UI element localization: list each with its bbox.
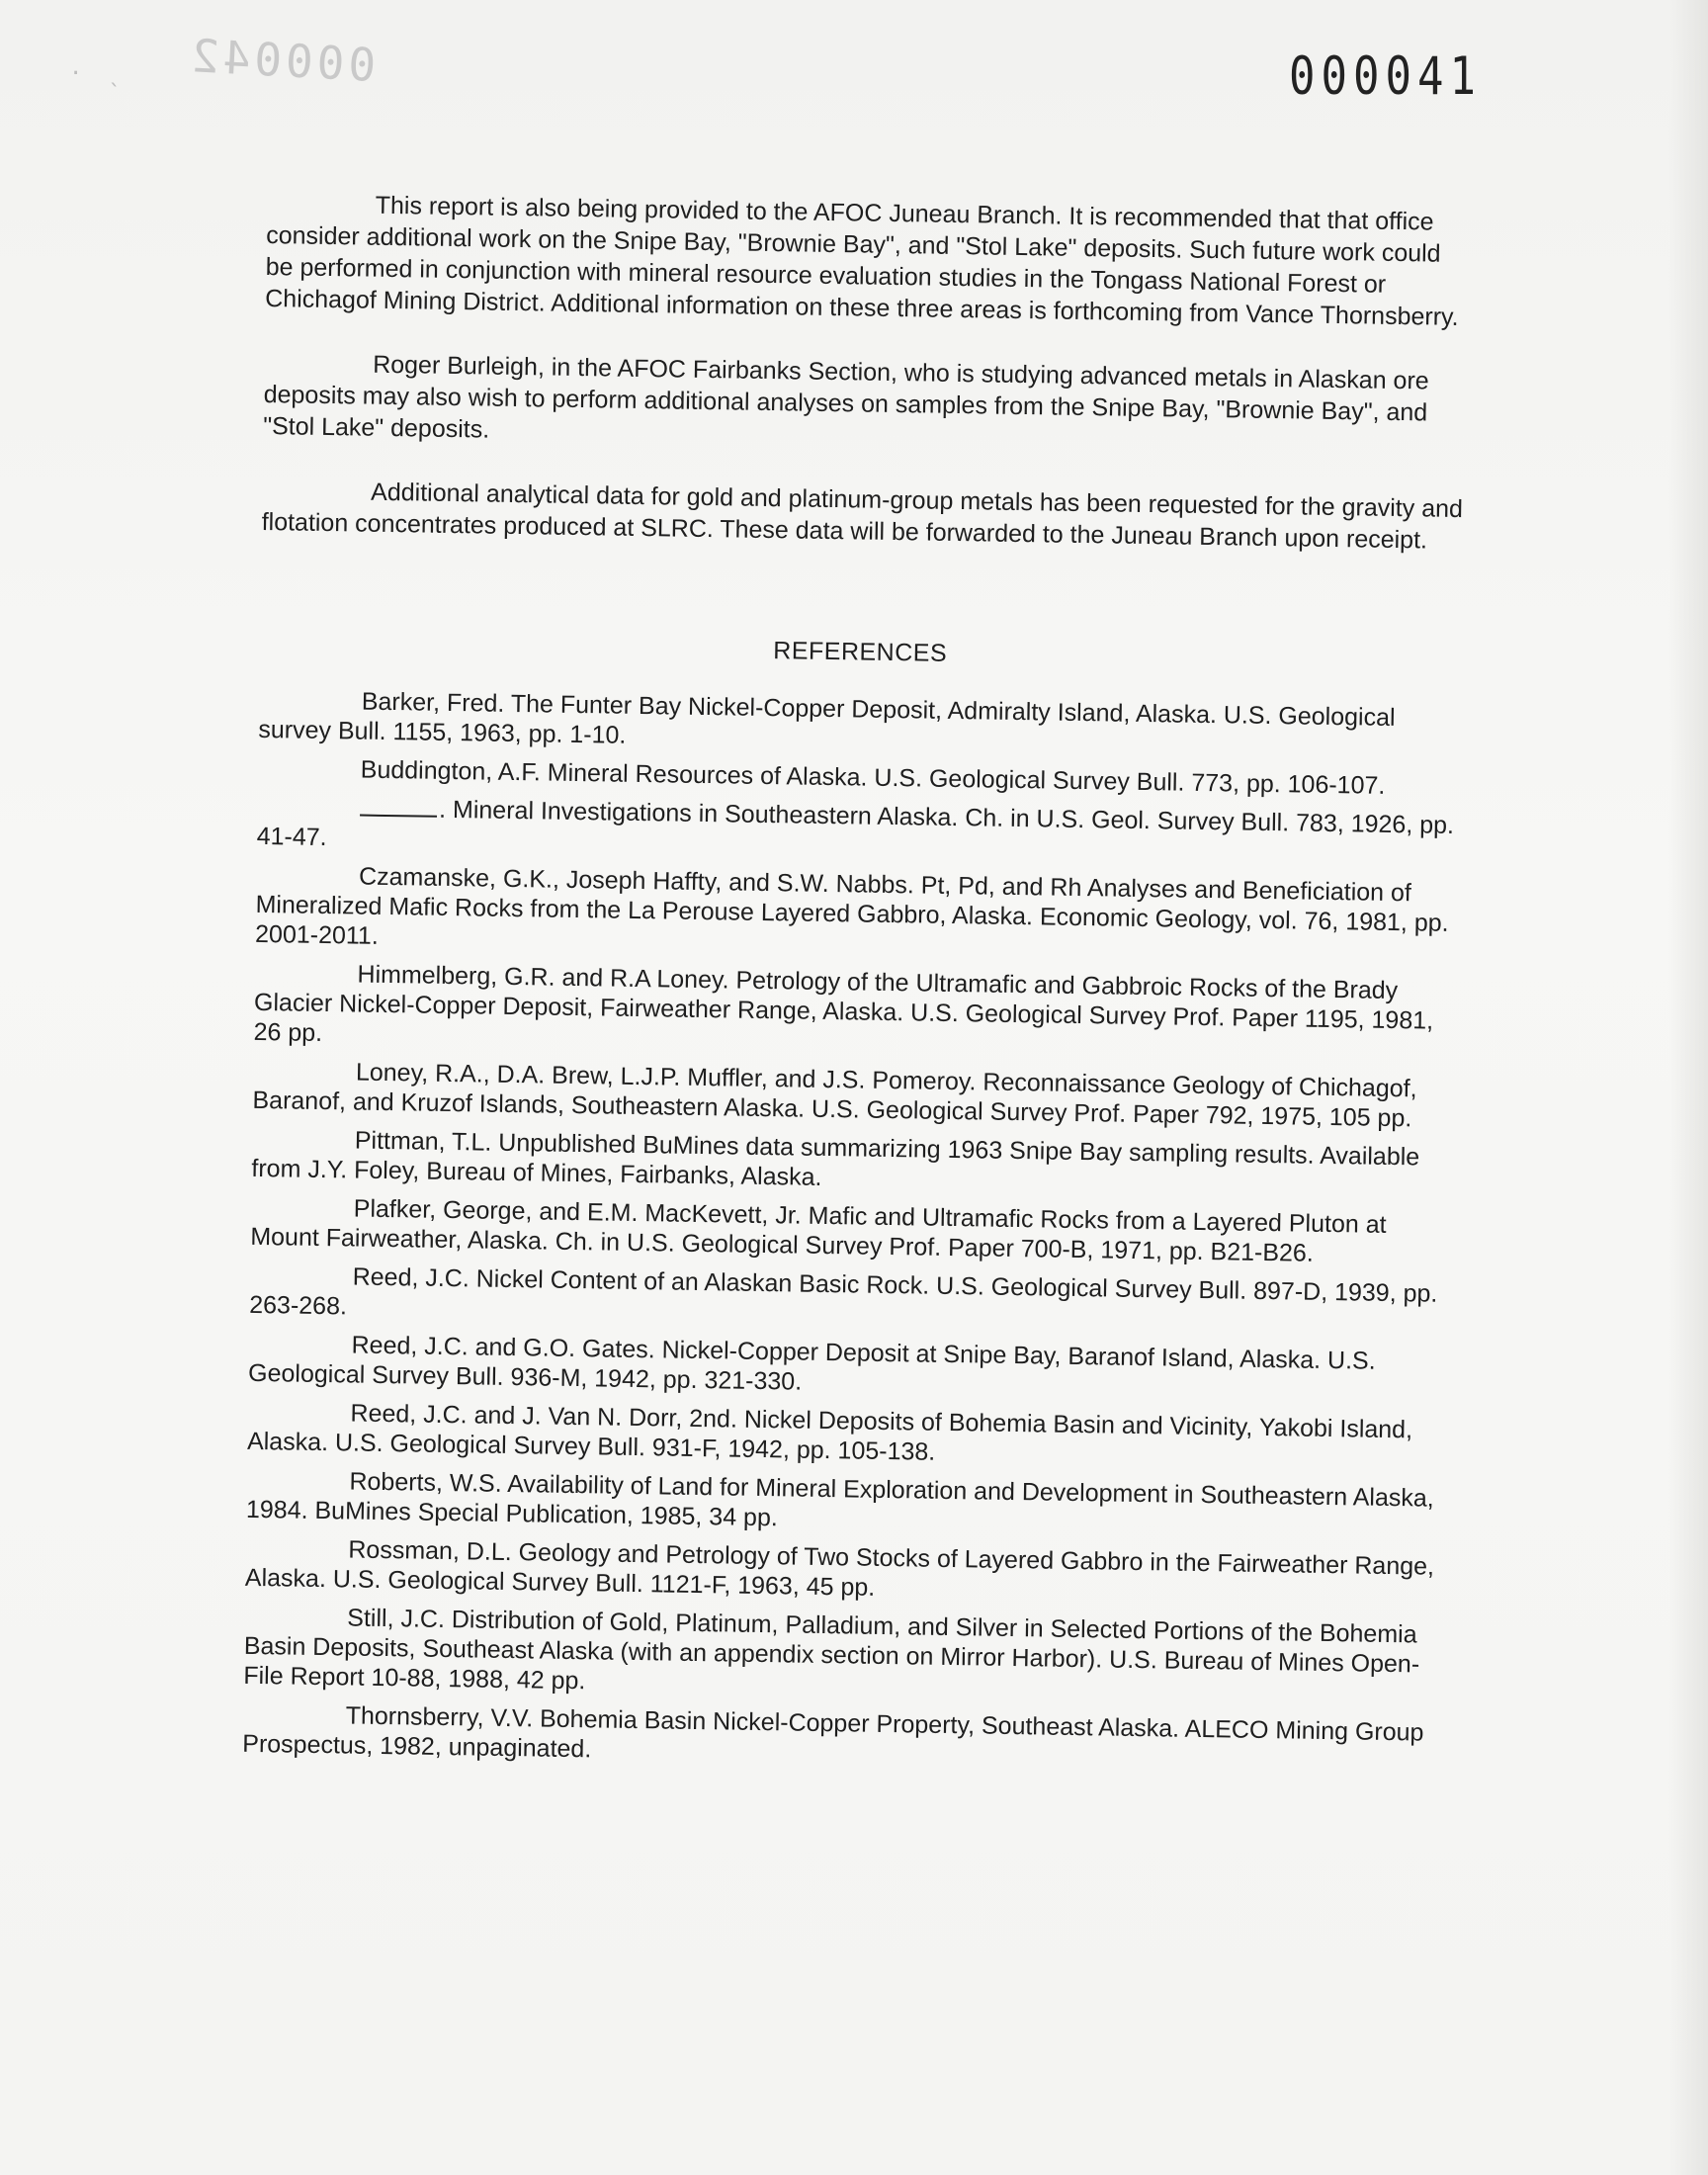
reference-plafker: Plafker, George, and E.M. MacKevett, Jr. Mafic and Ultramafic Rocks from a Layered Pluton at Mount Fairweather, Alaska. Ch. in U.S. Geological Survey Prof. Paper 700-B, 1971, pp. B21-B26. <box>250 1194 1387 1267</box>
reference-pittman: Pittman, T.L. Unpublished BuMines data summarizing 1963 Snipe Bay sampling results. Available from J.Y. Foley, Bureau of Mines, Fairbanks, Alaska. <box>251 1126 1420 1191</box>
reference-barker: Barker, Fred. The Funter Bay Nickel-Copper Deposit, Admiralty Island, Alaska. U.S. Geological survey Bull. 1155, 1963, pp. 1-10. <box>258 687 1396 749</box>
reference-still: Still, J.C. Distribution of Gold, Platinum, Palladium, and Silver in Selected Portions of the Bohemia Basin Deposits, Southeast Alaska (with an appendix section on Mirror Harbor). U.S. Bureau of Mines Open-File Report 10-88, 1988, 42 pp. <box>243 1604 1420 1696</box>
reference-rossman: Rossman, D.L. Geology and Petrology of Two Stocks of Layered Gabbro in the Fairweather Range, Alaska. U.S. Geological Survey Bull. 1121-F, 1963, 45 pp. <box>244 1535 1435 1602</box>
reference-buddington: Buddington, A.F. Mineral Resources of Alaska. U.S. Geological Survey Bull. 773, pp. 106-107. <box>360 755 1386 800</box>
references-list <box>242 685 1460 1778</box>
bleed-through-marks: · ˎ <box>69 61 127 86</box>
reference-reed-1939: Reed, J.C. Nickel Content of an Alaskan Basic Rock. U.S. Geological Survey Bull. 897-D, 1939, pp. 263-268. <box>249 1262 1438 1321</box>
reference-reed-gates: Reed, J.C. and G.O. Gates. Nickel-Copper Deposit at Snipe Bay, Baranof Island, Alaska. U.S. Geological Survey Bull. 936-M, 1942, pp. 321-330. <box>247 1331 1376 1396</box>
paragraph-fairbanks-section: Roger Burleigh, in the AFOC Fairbanks Section, who is studying advanced metals in Alaskan ore deposits may also wish to perform additional analyses on samples from the Snipe Bay, "Brownie Bay", and "Stol Lake" deposits. <box>262 350 1429 444</box>
reference-czamanske: Czamanske, G.K., Joseph Haffty, and S.W. Nabbs. Pt, Pd, and Rh Analyses and Beneficiation of Mineralized Mafic Rocks from the La Perouse Layered Gabbro, Alaska. Economic Geology, vol. 76, 1981, pp. 2001-2011. <box>254 862 1449 950</box>
reference-reed-dorr: Reed, J.C. and J. Van N. Dorr, 2nd. Nickel Deposits of Bohemia Basin and Vicinity, Yakobi Island, Alaska. U.S. Geological Survey Bull. 931-F, 1942, pp. 105-138. <box>246 1399 1413 1466</box>
scan-shadow-edge <box>1668 0 1708 2175</box>
page-content <box>242 188 1468 1786</box>
references-heading: REFERENCES <box>773 637 948 667</box>
paragraph-juneau-branch: This report is also being provided to the AFOC Juneau Branch. It is recommended that that office consider additional work on the Snipe Bay, "Brownie Bay", and "Stol Lake" deposits. Such future work could be performed in conjunction with mineral resource evaluation studies in the Tongass National Forest or Chichagof Mining District. Additional information on these three areas is forthcoming from Vance Thornsberry. <box>265 191 1459 331</box>
reference-himmelberg: Himmelberg, G.R. and R.A Loney. Petrology of the Ultramafic and Gabbroic Rocks of the Brady Glacier Nickel-Copper Deposit, Fairweather Range, Alaska. U.S. Geological Survey Prof. Paper 1195, 1981, 26 pp. <box>253 960 1434 1047</box>
reference-buddington-ditto-text: . Mineral Investigations in Southeastern Alaska. Ch. in U.S. Geol. Survey Bull. 783, 1926, pp. 41-47. <box>256 795 1455 852</box>
bleed-through-page-number: 000042 <box>186 29 378 92</box>
reference-roberts: Roberts, W.S. Availability of Land for Mineral Exploration and Development in Southeastern Alaska, 1984. BuMines Special Publication, 1985, 34 pp. <box>245 1467 1434 1532</box>
paragraph-analytical-data: Additional analytical data for gold and platinum-group metals has been requested for the gravity and flotation concentrates produced at SLRC. These data will be forwarded to the Juneau Branch upon receipt. <box>261 478 1464 555</box>
ditto-rule <box>360 795 437 818</box>
reference-buddington-ditto <box>256 792 1458 870</box>
reference-loney: Loney, R.A., D.A. Brew, L.J.P. Muffler, and J.S. Pomeroy. Reconnaissance Geology of Chichagof, Baranof, and Kruzof Islands, Southeastern Alaska. U.S. Geological Survey Prof. Paper 792, 1975, 105 pp. <box>252 1058 1417 1133</box>
page-number: 000041 <box>1289 45 1482 108</box>
reference-thornsberry: Thornsberry, V.V. Bohemia Basin Nickel-Copper Property, Southeast Alaska. ALECO Mining Group Prospectus, 1982, unpaginated. <box>242 1701 1424 1764</box>
